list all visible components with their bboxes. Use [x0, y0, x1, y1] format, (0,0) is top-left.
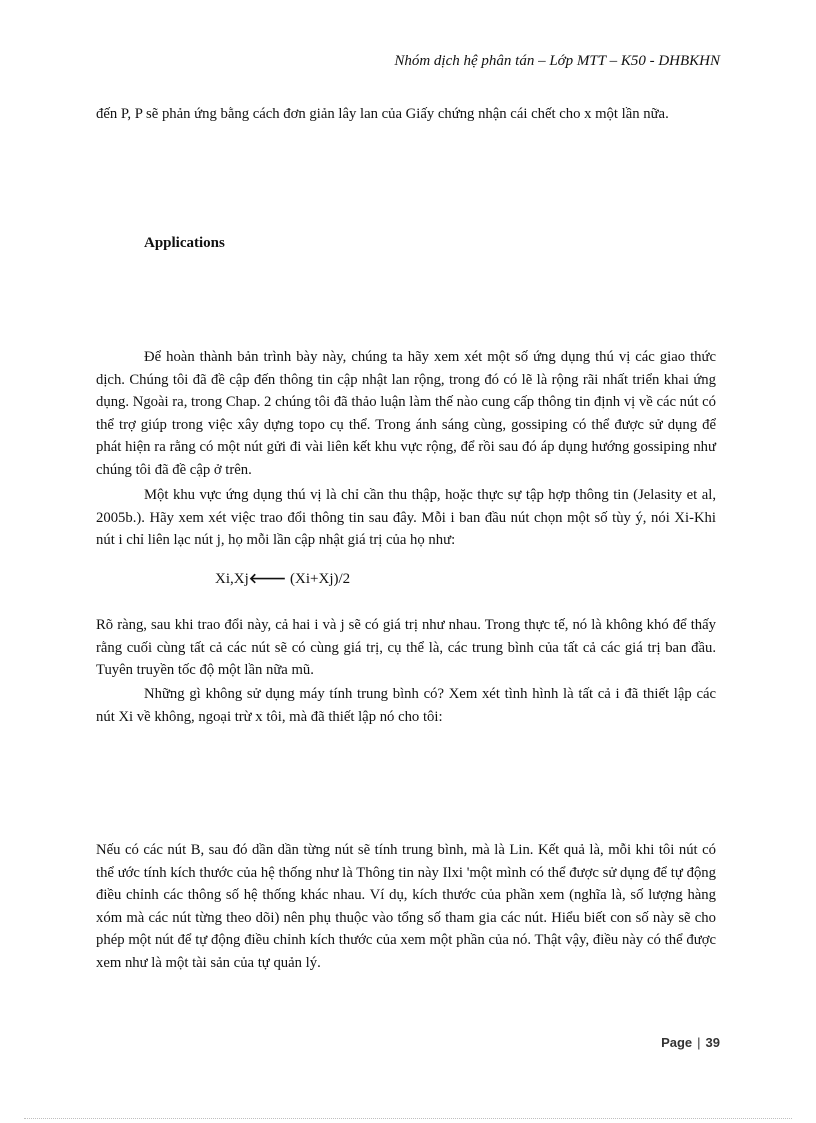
paragraph-question: Những gì không sử dụng máy tính trung bình có? Xem xét tình hình là tất cả i đã thiết lập các nút Xi về không, ngoại trừ x tôi, mà đã thiết lập nó cho tôi:: [96, 686, 716, 725]
section-heading: Applications: [144, 235, 225, 251]
formula-lhs: Xi,Xj: [215, 571, 249, 587]
left-arrow-icon: 🡐: [248, 571, 287, 587]
paragraph-size-estimation: Nếu có các nút B, sau đó dần dần từng nút sẽ tính trung bình, mà là Lin. Kết quả là, mỗi khi tôi nút có thể ước tính kích thước của hệ thống như là Thông tin này Ilxi 'một mình có thể được sử dụng để tự động điều chỉnh các thông số hệ thống khác nhau. Ví dụ, kích thước của phần xem (nghĩa là, số lượng hàng xóm mà các nút từng theo dõi) nên phụ thuộc vào tổng số tham gia các nút. Hiểu biết con số này sẽ cho phép một nút để tự động điều chỉnh kích thước của xem một phần của nó. Thật vậy, điều này có thể được xem như là một tài sản của tự quản lý.: [96, 842, 716, 971]
formula-rhs: (Xi+Xj)/2: [290, 571, 351, 587]
page-separator: |: [697, 1035, 701, 1050]
page-label: Page: [661, 1035, 693, 1050]
bottom-divider: [24, 1118, 792, 1119]
page-footer: [661, 1035, 720, 1050]
paragraph-continuation: đến P, P sẽ phản ứng bằng cách đơn giản lây lan của Giấy chứng nhận cái chết cho x một lần nữa.: [96, 106, 669, 122]
paragraph-intro: Để hoàn thành bản trình bày này, chúng ta hãy xem xét một số ứng dụng thú vị các giao thức dịch. Chúng tôi đã đề cập đến thông tin cập nhật lan rộng, trong đó có lẽ là rộng rãi nhất triển khai ứng dụng. Ngoài ra, trong Chap. 2 chúng tôi đã thảo luận làm thế nào cung cấp thông tin định vị về các nút có thể trợ giúp trong việc xây dựng topo cụ thể. Trong ánh sáng cùng, gossiping có thể được sử dụng để phát hiện ra rằng có một nút gửi đi vài liên kết khu vực rộng, để rồi sau đó áp dụng hướng gossiping như chúng tôi đã đề cập ở trên.: [96, 349, 716, 478]
page-number: 39: [705, 1035, 720, 1050]
update-formula: [215, 570, 350, 588]
paragraph-result: Rõ ràng, sau khi trao đổi này, cả hai i và j sẽ có giá trị như nhau. Trong thực tế, nó là không khó để thấy rằng cuối cùng tất cả các nút sẽ có cùng giá trị, cụ thể là, các trung bình của tất cả các giá trị ban đầu. Tuyên truyền tốc độ một lần nữa mũ.: [96, 617, 716, 679]
paragraph-aggregation: Một khu vực ứng dụng thú vị là chỉ cần thu thập, hoặc thực sự tập hợp thông tin (Jelasity et al, 2005b.). Hãy xem xét việc trao đổi thông tin sau đây. Mỗi i ban đầu nút chọn một số tùy ý, nói Xi-Khi nút i chỉ liên lạc nút j, họ mỗi lần cập nhật giá trị của họ như:: [96, 487, 716, 549]
running-header: Nhóm dịch hệ phân tán – Lớp MTT – K50 - DHBKHN: [394, 53, 720, 69]
